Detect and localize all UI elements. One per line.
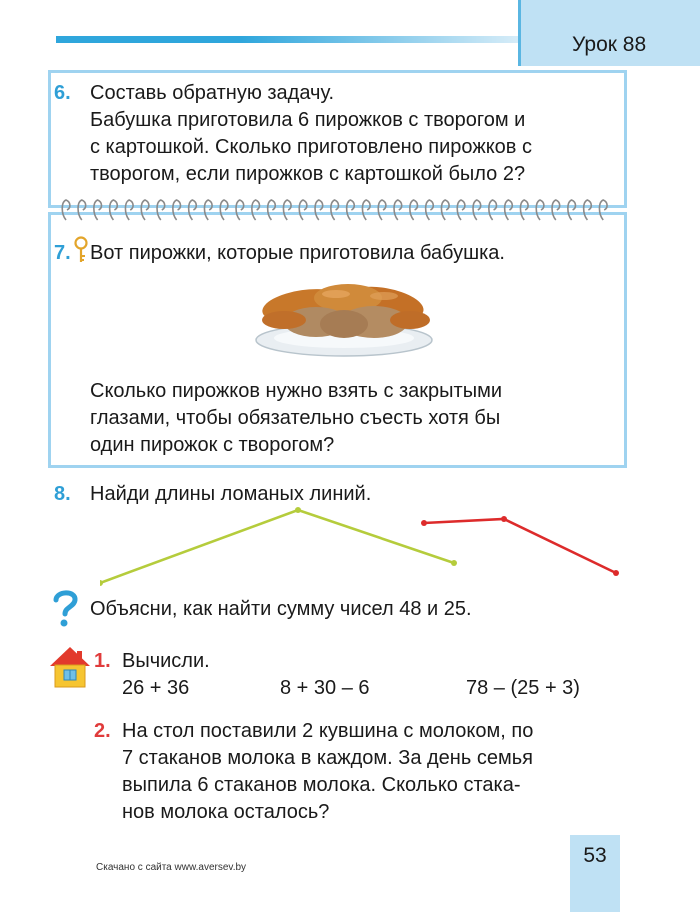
spiral-ring: [125, 200, 133, 220]
spiral-ring: [141, 200, 149, 220]
key-icon: [72, 236, 90, 264]
spiral-ring: [584, 200, 592, 220]
task-8-number: 8.: [54, 483, 71, 505]
spiral-ring: [536, 200, 544, 220]
spiral-ring: [331, 200, 339, 220]
question-mark-icon: [50, 588, 80, 628]
task-7-line-1: Сколько пирожков нужно взять с закрытыми: [90, 380, 502, 402]
home-task-2-number: 2.: [94, 720, 111, 742]
spiral-ring: [568, 200, 576, 220]
red-polyline-point: [613, 570, 619, 576]
task-6-line-1: Составь обратную задачу.: [90, 82, 334, 104]
spiral-ring: [62, 200, 70, 220]
task-7-line-2: глазами, чтобы обязательно съесть хотя бы: [90, 407, 501, 429]
spiral-ring: [505, 200, 513, 220]
task-7-intro: Вот пирожки, которые приготовила бабушка.: [90, 242, 505, 264]
task-6-line-3: с картошкой. Сколько приготовлено пирожков с: [90, 136, 532, 158]
red-polyline-point: [501, 516, 507, 522]
spiral-ring: [189, 200, 197, 220]
spiral-ring: [252, 200, 260, 220]
header-dots: [152, 36, 176, 43]
spiral-ring: [220, 200, 228, 220]
spiral-ring: [236, 200, 244, 220]
spiral-ring: [552, 200, 560, 220]
spiral-ring: [78, 200, 86, 220]
spiral-ring: [157, 200, 165, 220]
spiral-ring: [347, 200, 355, 220]
spiral-ring: [599, 200, 607, 220]
spiral-ring: [457, 200, 465, 220]
spiral-ring: [94, 200, 102, 220]
green-polyline-point: [295, 507, 301, 513]
spiral-ring: [299, 200, 307, 220]
red-polyline-point: [421, 520, 427, 526]
task-8-text: Найди длины ломаных линий.: [90, 483, 372, 505]
task-6-line-4: творогом, если пирожков с картошкой было 2?: [90, 163, 526, 185]
spiral-ring: [394, 200, 402, 220]
spiral-ring: [378, 200, 386, 220]
house-icon: [47, 644, 93, 690]
header-bar: [56, 36, 518, 43]
spiral-ring: [441, 200, 449, 220]
home-task-1-title: Вычисли.: [122, 650, 210, 672]
home-task-2-line-4: нов молока осталось?: [122, 801, 330, 823]
page-number: 53: [583, 844, 607, 867]
spiral-ring: [315, 200, 323, 220]
home-task-2-line-2: 7 стаканов молока в каждом. За день семья: [122, 747, 533, 769]
spiral-binding: [56, 196, 616, 226]
green-polyline-point: [451, 560, 457, 566]
lesson-label: Урок 88: [572, 33, 647, 56]
plate-of-pies-illustration: [244, 276, 444, 362]
spiral-ring: [283, 200, 291, 220]
expression-1: 26 + 36: [122, 677, 190, 699]
source-note: Скачано с сайта www.aversev.by: [96, 862, 247, 873]
spiral-ring: [489, 200, 497, 220]
task-6-line-2: Бабушка приготовила 6 пирожков с творогом и: [90, 109, 526, 131]
home-task-2-line-3: выпила 6 стаканов молока. Сколько стака-: [122, 774, 521, 796]
polylines-illustration: [100, 500, 640, 590]
task-6-number: 6.: [54, 82, 71, 104]
spiral-ring: [473, 200, 481, 220]
spiral-ring: [520, 200, 528, 220]
spiral-ring: [173, 200, 181, 220]
home-task-1-number: 1.: [94, 650, 111, 672]
spiral-ring: [110, 200, 118, 220]
task-7-line-3: один пирожок с творогом?: [90, 434, 335, 456]
home-task-2-line-1: На стол поставили 2 кувшина с молоком, по: [122, 720, 534, 742]
spiral-ring: [362, 200, 370, 220]
spiral-ring: [204, 200, 212, 220]
spiral-ring: [426, 200, 434, 220]
spiral-ring: [410, 200, 418, 220]
spiral-ring: [268, 200, 276, 220]
expression-2: 8 + 30 – 6: [280, 677, 370, 699]
expression-3: 78 – (25 + 3): [466, 677, 580, 699]
task-7-number: 7.: [54, 242, 71, 264]
question-text: Объясни, как найти сумму чисел 48 и 25.: [90, 598, 472, 620]
